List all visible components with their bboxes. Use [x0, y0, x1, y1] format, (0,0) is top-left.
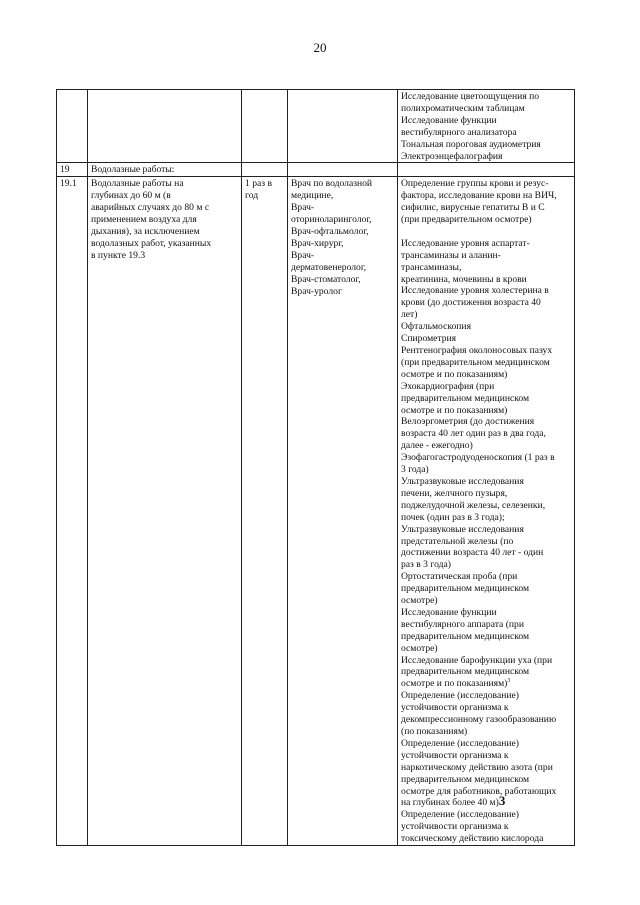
text-line: устойчивости организма к — [401, 749, 509, 761]
text-line: лет) — [401, 309, 418, 321]
text-line: Офтальмоскопия — [401, 321, 471, 333]
text-line: поджелудочной железы, селезенки, — [401, 499, 546, 511]
row-19-1-doctors — [288, 177, 398, 846]
footnote-mark: 3 — [507, 678, 511, 685]
text-line: глубинах до 60 м (в — [91, 190, 171, 202]
text-line: Исследование цветоощущения по — [401, 91, 539, 102]
text-line: Врач-стоматолог, — [291, 273, 361, 285]
text-line: осмотре) — [401, 595, 438, 607]
text-line: предварительном медицинском — [401, 666, 530, 678]
cell-exams — [398, 90, 575, 163]
text-line: трансаминазы, — [401, 261, 462, 273]
text-line: предстательной железы (по — [401, 535, 514, 547]
exam-line-baro-end — [401, 678, 571, 690]
text-line: Эхокардиография (при — [401, 380, 495, 392]
text-line: трансаминазы и аланин- — [401, 249, 501, 261]
text-line: Определение (исследование) — [401, 690, 519, 702]
exam-block-decompression — [401, 690, 571, 797]
text-line: устойчивости организма к — [401, 702, 509, 714]
row-19-1-exams — [398, 177, 575, 846]
spacer — [401, 226, 571, 238]
text-line: Исследование уровня холестерина в — [401, 285, 549, 297]
text-line: возраста 40 лет один раз в два года, — [401, 428, 546, 440]
text-line: наркотическому действию азота (при — [401, 761, 553, 773]
exam-line-nitrogen-end — [401, 793, 571, 809]
text-line: Врач-уролог — [291, 285, 342, 297]
text-line: Велоэргометрия (до достижения — [401, 416, 535, 428]
text-line: сифилис, вирусные гепатиты В и С — [401, 202, 545, 214]
row-19-1-number: 19.1 — [57, 177, 88, 846]
exam-block-main — [401, 238, 571, 679]
text-line: вестибулярного анализатора — [401, 126, 517, 138]
row-19-number: 19 — [57, 163, 88, 177]
text-line: медицине, — [291, 190, 334, 202]
text-line: раз в 3 года) — [401, 559, 451, 571]
text-line: Исследование барофункции уха (при — [401, 654, 553, 666]
text-line: (при предварительном осмотре) — [401, 214, 532, 226]
text-line: Электроэнцефалография — [401, 150, 503, 162]
text-line: Эзофагогастродуоденоскопия (1 раз в — [401, 452, 555, 464]
cell-doctors — [288, 90, 398, 163]
text-line: предварительном медицинском — [401, 630, 530, 642]
text-line: Врач- — [291, 202, 315, 214]
text-line: почек (один раз в 3 года); — [401, 511, 505, 523]
text-line: 3 года) — [401, 464, 429, 476]
text-line: год — [245, 190, 259, 202]
text-line: печени, желчного пузыря, — [401, 487, 508, 499]
text-line: Исследование функции — [401, 606, 497, 618]
text-line: Ультразвуковые исследования — [401, 475, 524, 487]
exam-block-blood — [401, 178, 571, 226]
text-line: Ортостатическая проба (при — [401, 571, 518, 583]
cell-frequency — [242, 90, 288, 163]
text-line: Врач-хирург, — [291, 237, 344, 249]
text-line: дыхания), за исключением — [91, 225, 200, 237]
text-line: аварийных случаях до 80 м с — [91, 202, 210, 214]
text-line: Определение группы крови и резус- — [401, 178, 549, 190]
text-line: дерматовенеролог, — [291, 261, 367, 273]
text-line: Врач по водолазной — [291, 178, 373, 190]
exam-text: на глубинах более 40 м) — [401, 797, 499, 809]
row-19-1-frequency — [242, 177, 288, 846]
text-line: достижении возраста 40 лет - один — [401, 547, 544, 559]
text-line: в пункте 19.3 — [91, 249, 146, 261]
cell-number — [57, 90, 88, 163]
text-line: устойчивости организма к — [401, 821, 509, 833]
text-line: токсическому действию кислорода — [401, 833, 544, 845]
cell-exams — [398, 163, 575, 177]
text-line: Ультразвуковые исследования — [401, 523, 524, 535]
text-line: Рентгенография околоносовых пазух — [401, 345, 553, 357]
exam-block-oxygen — [401, 809, 571, 845]
text-line: осмотре для работников, работающих — [401, 785, 557, 797]
exam-text: осмотре и по показаниям) — [401, 678, 508, 690]
text-line: применением воздуха для — [91, 214, 197, 226]
text-line: вестибулярного аппарата (при — [401, 618, 524, 630]
page-number: 20 — [313, 40, 327, 55]
text-line: 1 раз в — [245, 178, 272, 190]
examination-table — [56, 89, 575, 846]
text-line: оториноларинголог, — [291, 214, 372, 226]
text-line: далее - ежегодно) — [401, 440, 473, 452]
text-line: крови (до достижения возраста 40 — [401, 297, 541, 309]
text-line: Врач- — [291, 249, 315, 261]
text-line: Тональная пороговая аудиометрия — [401, 138, 541, 150]
text-line: Водолазные работы на — [91, 178, 184, 190]
text-line: (по показаниям) — [401, 726, 468, 738]
row-19-title: Водолазные работы: — [88, 163, 242, 177]
cell-frequency — [242, 163, 288, 177]
table-row-19-1 — [57, 177, 575, 846]
text-line: предварительном медицинском — [401, 773, 530, 785]
text-line: Определение (исследование) — [401, 809, 519, 821]
footnote-mark-large: 3 — [498, 793, 506, 809]
table-row-19 — [57, 163, 575, 177]
text-line: предварительном медицинском — [401, 583, 530, 595]
text-line: водолазных работ, указанных — [91, 237, 212, 249]
table-row-continued — [57, 90, 575, 163]
text-line: осмотре и по показаниям) — [401, 404, 508, 416]
text-line: полихроматическим таблицам — [401, 102, 525, 114]
cell-doctors — [288, 163, 398, 177]
text-line: осмотре и по показаниям) — [401, 368, 508, 380]
text-line: Исследование уровня аспартат- — [401, 237, 530, 249]
text-line: осмотре) — [401, 642, 438, 654]
text-line: декомпрессионному газообразованию — [401, 714, 557, 726]
text-line: Спирометрия — [401, 333, 457, 345]
text-line: предварительном медицинском — [401, 392, 530, 404]
text-line: креатинина, мочевины в крови — [401, 273, 527, 285]
text-line: Исследование функции — [401, 114, 497, 126]
text-line: фактора, исследование крови на ВИЧ, — [401, 190, 557, 202]
text-line: (при предварительном медицинском — [401, 356, 550, 368]
row-19-1-work — [88, 177, 242, 846]
text-line: Определение (исследование) — [401, 737, 519, 749]
cell-work — [88, 90, 242, 163]
text-line: Врач-офтальмолог, — [291, 225, 369, 237]
